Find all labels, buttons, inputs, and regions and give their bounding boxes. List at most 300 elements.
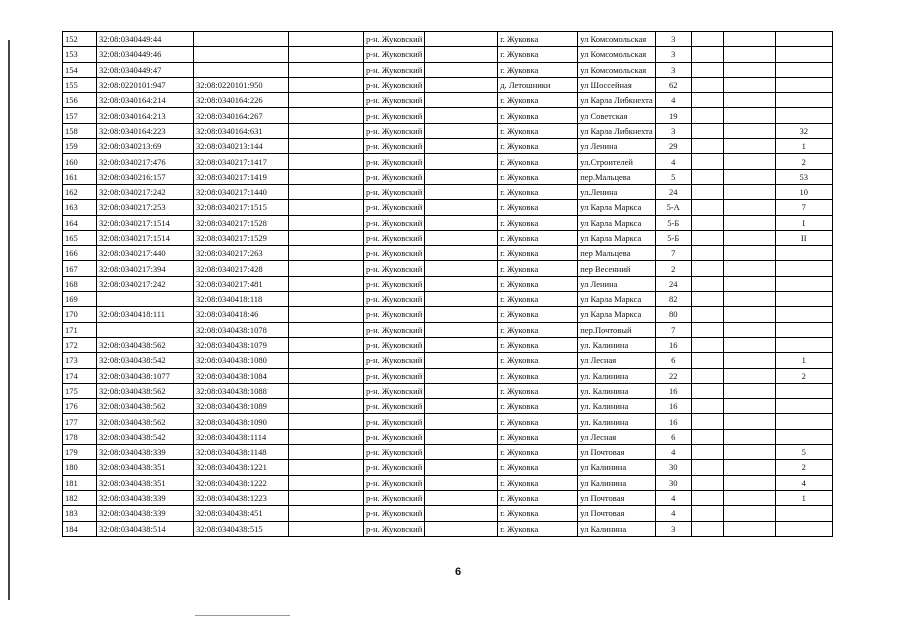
empty-cell	[691, 32, 723, 47]
settlement-cell: г. Жуковка	[498, 445, 578, 460]
table-row	[63, 383, 833, 398]
cadastral-number-cell: 32:08:0340438:542	[97, 429, 194, 444]
row-number-cell: 172	[63, 337, 97, 352]
settlement-cell: г. Жуковка	[498, 353, 578, 368]
house-number-cell: 19	[655, 108, 691, 123]
settlement-cell: г. Жуковка	[498, 399, 578, 414]
object-cadastral-number-cell: 32:08:0340217:428	[194, 261, 289, 276]
empty-cell	[691, 445, 723, 460]
empty-cell	[289, 123, 364, 138]
cadastral-number-cell: 32:08:0340438:562	[97, 399, 194, 414]
street-cell: ул.Строителей	[578, 154, 655, 169]
row-number-cell: 169	[63, 292, 97, 307]
row-number-cell: 161	[63, 169, 97, 184]
row-number-cell: 181	[63, 475, 97, 490]
apartment-number-cell: 5	[775, 445, 832, 460]
empty-cell	[691, 429, 723, 444]
empty-cell	[289, 383, 364, 398]
empty-cell	[289, 399, 364, 414]
street-cell: ул Калинина	[578, 460, 655, 475]
empty-cell	[723, 123, 775, 138]
street-cell: ул Карла Маркса	[578, 307, 655, 322]
object-cadastral-number-cell: 32:08:0340438:1114	[194, 429, 289, 444]
street-cell: ул. Калинина	[578, 414, 655, 429]
district-cell: р-н. Жуковский	[364, 292, 425, 307]
empty-cell	[289, 276, 364, 291]
cadastral-number-cell: 32:08:0340217:242	[97, 276, 194, 291]
empty-cell	[723, 169, 775, 184]
district-cell: р-н. Жуковский	[364, 47, 425, 62]
empty-cell	[289, 429, 364, 444]
empty-cell	[425, 414, 498, 429]
district-cell: р-н. Жуковский	[364, 506, 425, 521]
settlement-cell: г. Жуковка	[498, 215, 578, 230]
house-number-cell: 24	[655, 276, 691, 291]
row-number-cell: 153	[63, 47, 97, 62]
street-cell: пер Весенний	[578, 261, 655, 276]
district-cell: р-н. Жуковский	[364, 32, 425, 47]
cadastral-number-cell: 32:08:0340164:213	[97, 108, 194, 123]
empty-cell	[289, 475, 364, 490]
object-cadastral-number-cell: 32:08:0340213:144	[194, 139, 289, 154]
street-cell: ул. Калинина	[578, 383, 655, 398]
empty-cell	[425, 47, 498, 62]
empty-cell	[691, 47, 723, 62]
empty-cell	[289, 77, 364, 92]
object-cadastral-number-cell: 32:08:0340438:1078	[194, 322, 289, 337]
table-row	[63, 429, 833, 444]
empty-cell	[723, 353, 775, 368]
apartment-number-cell: 10	[775, 184, 832, 199]
object-cadastral-number-cell: 32:08:0340438:515	[194, 521, 289, 536]
table-row	[63, 200, 833, 215]
empty-cell	[425, 230, 498, 245]
district-cell: р-н. Жуковский	[364, 200, 425, 215]
district-cell: р-н. Жуковский	[364, 521, 425, 536]
cadastral-number-cell: 32:08:0340438:351	[97, 475, 194, 490]
cadastral-number-cell: 32:08:0340217:1514	[97, 215, 194, 230]
cadastral-number-cell: 32:08:0340217:242	[97, 184, 194, 199]
row-number-cell: 166	[63, 246, 97, 261]
house-number-cell: 4	[655, 93, 691, 108]
empty-cell	[723, 399, 775, 414]
table-row	[63, 292, 833, 307]
empty-cell	[289, 307, 364, 322]
house-number-cell: 30	[655, 460, 691, 475]
object-cadastral-number-cell: 32:08:0340217:1417	[194, 154, 289, 169]
apartment-number-cell	[775, 292, 832, 307]
table-row	[63, 230, 833, 245]
row-number-cell: 180	[63, 460, 97, 475]
settlement-cell: г. Жуковка	[498, 292, 578, 307]
object-cadastral-number-cell	[194, 62, 289, 77]
empty-cell	[691, 230, 723, 245]
empty-cell	[289, 32, 364, 47]
empty-cell	[691, 460, 723, 475]
table-row	[63, 337, 833, 352]
district-cell: р-н. Жуковский	[364, 93, 425, 108]
settlement-cell: г. Жуковка	[498, 475, 578, 490]
object-cadastral-number-cell: 32:08:0340217:1515	[194, 200, 289, 215]
empty-cell	[691, 215, 723, 230]
apartment-number-cell	[775, 246, 832, 261]
house-number-cell: 3	[655, 47, 691, 62]
empty-cell	[289, 322, 364, 337]
settlement-cell: г. Жуковка	[498, 32, 578, 47]
settlement-cell: г. Жуковка	[498, 93, 578, 108]
district-cell: р-н. Жуковский	[364, 246, 425, 261]
table-row	[63, 108, 833, 123]
settlement-cell: г. Жуковка	[498, 521, 578, 536]
empty-cell	[289, 215, 364, 230]
empty-cell	[723, 276, 775, 291]
empty-cell	[723, 490, 775, 505]
street-cell: ул Комсомольская	[578, 47, 655, 62]
cadastral-number-cell: 32:08:0340164:223	[97, 123, 194, 138]
table-row	[63, 322, 833, 337]
house-number-cell: 16	[655, 337, 691, 352]
empty-cell	[289, 521, 364, 536]
empty-cell	[723, 108, 775, 123]
empty-cell	[425, 139, 498, 154]
street-cell: ул Комсомольская	[578, 62, 655, 77]
row-number-cell: 170	[63, 307, 97, 322]
apartment-number-cell	[775, 506, 832, 521]
empty-cell	[691, 353, 723, 368]
empty-cell	[691, 383, 723, 398]
table-row	[63, 490, 833, 505]
cadastral-number-cell: 32:08:0340217:1514	[97, 230, 194, 245]
empty-cell	[425, 215, 498, 230]
empty-cell	[723, 322, 775, 337]
empty-cell	[723, 62, 775, 77]
empty-cell	[691, 322, 723, 337]
empty-cell	[289, 246, 364, 261]
house-number-cell: 5-Б	[655, 215, 691, 230]
settlement-cell: г. Жуковка	[498, 200, 578, 215]
row-number-cell: 158	[63, 123, 97, 138]
table-row	[63, 276, 833, 291]
street-cell: ул Ленина	[578, 276, 655, 291]
house-number-cell: 7	[655, 246, 691, 261]
district-cell: р-н. Жуковский	[364, 368, 425, 383]
empty-cell	[425, 93, 498, 108]
empty-cell	[425, 322, 498, 337]
house-number-cell: 62	[655, 77, 691, 92]
row-number-cell: 156	[63, 93, 97, 108]
empty-cell	[289, 292, 364, 307]
district-cell: р-н. Жуковский	[364, 322, 425, 337]
settlement-cell: г. Жуковка	[498, 322, 578, 337]
street-cell: пер.Почтовый	[578, 322, 655, 337]
street-cell: ул Карла Либкнехта	[578, 123, 655, 138]
empty-cell	[289, 184, 364, 199]
empty-cell	[723, 77, 775, 92]
row-number-cell: 159	[63, 139, 97, 154]
settlement-cell: г. Жуковка	[498, 47, 578, 62]
table-row	[63, 123, 833, 138]
empty-cell	[723, 475, 775, 490]
empty-cell	[425, 32, 498, 47]
empty-cell	[425, 490, 498, 505]
table-body	[63, 32, 833, 537]
street-cell: ул Почтовая	[578, 490, 655, 505]
empty-cell	[425, 246, 498, 261]
empty-cell	[425, 506, 498, 521]
settlement-cell: д. Летошники	[498, 77, 578, 92]
table-row	[63, 353, 833, 368]
house-number-cell: 22	[655, 368, 691, 383]
table-row	[63, 307, 833, 322]
object-cadastral-number-cell: 32:08:0340164:267	[194, 108, 289, 123]
empty-cell	[691, 154, 723, 169]
empty-cell	[691, 292, 723, 307]
empty-cell	[723, 215, 775, 230]
empty-cell	[425, 353, 498, 368]
district-cell: р-н. Жуковский	[364, 276, 425, 291]
table-row	[63, 184, 833, 199]
empty-cell	[691, 506, 723, 521]
row-number-cell: 174	[63, 368, 97, 383]
street-cell: ул Шоссейная	[578, 77, 655, 92]
empty-cell	[289, 261, 364, 276]
object-cadastral-number-cell: 32:08:0220101:950	[194, 77, 289, 92]
house-number-cell: 82	[655, 292, 691, 307]
house-number-cell: 3	[655, 521, 691, 536]
house-number-cell: 24	[655, 184, 691, 199]
house-number-cell: 2	[655, 261, 691, 276]
district-cell: р-н. Жуковский	[364, 353, 425, 368]
empty-cell	[723, 383, 775, 398]
apartment-number-cell: 7	[775, 200, 832, 215]
street-cell: ул.Ленина	[578, 184, 655, 199]
empty-cell	[289, 230, 364, 245]
empty-cell	[723, 414, 775, 429]
cadastral-number-cell: 32:08:0340438:351	[97, 460, 194, 475]
empty-cell	[425, 261, 498, 276]
table-row	[63, 261, 833, 276]
settlement-cell: г. Жуковка	[498, 429, 578, 444]
settlement-cell: г. Жуковка	[498, 154, 578, 169]
apartment-number-cell	[775, 521, 832, 536]
empty-cell	[289, 200, 364, 215]
house-number-cell: 4	[655, 445, 691, 460]
cadastral-number-cell: 32:08:0340438:562	[97, 337, 194, 352]
house-number-cell: 4	[655, 506, 691, 521]
street-cell: пер.Мальцева	[578, 169, 655, 184]
table-row	[63, 246, 833, 261]
house-number-cell: 4	[655, 490, 691, 505]
empty-cell	[289, 139, 364, 154]
object-cadastral-number-cell: 32:08:0340438:1089	[194, 399, 289, 414]
house-number-cell: 5	[655, 169, 691, 184]
object-cadastral-number-cell	[194, 32, 289, 47]
street-cell: ул Калинина	[578, 521, 655, 536]
cadastral-number-cell: 32:08:0340438:562	[97, 383, 194, 398]
cadastral-number-cell: 32:08:0340438:339	[97, 445, 194, 460]
empty-cell	[723, 307, 775, 322]
empty-cell	[691, 399, 723, 414]
district-cell: р-н. Жуковский	[364, 460, 425, 475]
apartment-number-cell	[775, 276, 832, 291]
cadastral-number-cell: 32:08:0340438:339	[97, 506, 194, 521]
district-cell: р-н. Жуковский	[364, 123, 425, 138]
row-number-cell: 152	[63, 32, 97, 47]
apartment-number-cell	[775, 77, 832, 92]
table-row	[63, 139, 833, 154]
empty-cell	[289, 490, 364, 505]
settlement-cell: г. Жуковка	[498, 337, 578, 352]
empty-cell	[425, 62, 498, 77]
street-cell: ул Карла Маркса	[578, 215, 655, 230]
apartment-number-cell	[775, 383, 832, 398]
object-cadastral-number-cell: 32:08:0340164:631	[194, 123, 289, 138]
empty-cell	[289, 62, 364, 77]
table-row	[63, 506, 833, 521]
settlement-cell: г. Жуковка	[498, 139, 578, 154]
empty-cell	[425, 292, 498, 307]
apartment-number-cell	[775, 337, 832, 352]
cadastral-number-cell: 32:08:0340217:394	[97, 261, 194, 276]
empty-cell	[723, 521, 775, 536]
district-cell: р-н. Жуковский	[364, 490, 425, 505]
empty-cell	[723, 93, 775, 108]
district-cell: р-н. Жуковский	[364, 154, 425, 169]
table-row	[63, 460, 833, 475]
object-cadastral-number-cell: 32:08:0340217:1419	[194, 169, 289, 184]
empty-cell	[425, 521, 498, 536]
table-row	[63, 368, 833, 383]
empty-cell	[723, 445, 775, 460]
property-register-table	[62, 31, 833, 537]
district-cell: р-н. Жуковский	[364, 337, 425, 352]
row-number-cell: 168	[63, 276, 97, 291]
table-row	[63, 62, 833, 77]
empty-cell	[425, 368, 498, 383]
table-row	[63, 154, 833, 169]
apartment-number-cell	[775, 62, 832, 77]
cadastral-number-cell: 32:08:0340438:514	[97, 521, 194, 536]
street-cell: ул Комсомольская	[578, 32, 655, 47]
table-row	[63, 77, 833, 92]
apartment-number-cell	[775, 93, 832, 108]
street-cell: ул. Калинина	[578, 368, 655, 383]
district-cell: р-н. Жуковский	[364, 184, 425, 199]
object-cadastral-number-cell: 32:08:0340217:481	[194, 276, 289, 291]
cadastral-number-cell	[97, 292, 194, 307]
settlement-cell: г. Жуковка	[498, 123, 578, 138]
empty-cell	[691, 184, 723, 199]
empty-cell	[723, 292, 775, 307]
house-number-cell: 29	[655, 139, 691, 154]
empty-cell	[289, 169, 364, 184]
object-cadastral-number-cell: 32:08:0340438:1221	[194, 460, 289, 475]
settlement-cell: г. Жуковка	[498, 506, 578, 521]
district-cell: р-н. Жуковский	[364, 139, 425, 154]
empty-cell	[425, 337, 498, 352]
house-number-cell: 3	[655, 123, 691, 138]
cadastral-number-cell: 32:08:0340438:562	[97, 414, 194, 429]
empty-cell	[723, 230, 775, 245]
scan-bottom-mark	[195, 615, 290, 616]
cadastral-number-cell	[97, 322, 194, 337]
scan-edge-line	[8, 40, 10, 600]
street-cell: ул Почтовая	[578, 506, 655, 521]
district-cell: р-н. Жуковский	[364, 445, 425, 460]
empty-cell	[691, 414, 723, 429]
empty-cell	[691, 169, 723, 184]
row-number-cell: 177	[63, 414, 97, 429]
object-cadastral-number-cell: 32:08:0340418:46	[194, 307, 289, 322]
row-number-cell: 154	[63, 62, 97, 77]
empty-cell	[723, 261, 775, 276]
cadastral-number-cell: 32:08:0340449:47	[97, 62, 194, 77]
empty-cell	[289, 337, 364, 352]
row-number-cell: 171	[63, 322, 97, 337]
house-number-cell: 5-А	[655, 200, 691, 215]
empty-cell	[691, 123, 723, 138]
apartment-number-cell: 2	[775, 460, 832, 475]
apartment-number-cell: 2	[775, 368, 832, 383]
empty-cell	[425, 445, 498, 460]
street-cell: ул. Калинина	[578, 337, 655, 352]
empty-cell	[723, 47, 775, 62]
empty-cell	[691, 368, 723, 383]
empty-cell	[691, 307, 723, 322]
apartment-number-cell: II	[775, 230, 832, 245]
street-cell: пер Мальцева	[578, 246, 655, 261]
street-cell: ул Карла Маркса	[578, 230, 655, 245]
empty-cell	[691, 337, 723, 352]
cadastral-number-cell: 32:08:0340216:157	[97, 169, 194, 184]
object-cadastral-number-cell: 32:08:0340438:1090	[194, 414, 289, 429]
row-number-cell: 175	[63, 383, 97, 398]
house-number-cell: 16	[655, 414, 691, 429]
district-cell: р-н. Жуковский	[364, 429, 425, 444]
object-cadastral-number-cell: 32:08:0340438:1080	[194, 353, 289, 368]
cadastral-number-cell: 32:08:0220101:947	[97, 77, 194, 92]
street-cell: ул Лесная	[578, 429, 655, 444]
house-number-cell: 6	[655, 353, 691, 368]
empty-cell	[425, 154, 498, 169]
table-row	[63, 399, 833, 414]
row-number-cell: 173	[63, 353, 97, 368]
apartment-number-cell: 1	[775, 490, 832, 505]
empty-cell	[691, 261, 723, 276]
settlement-cell: г. Жуковка	[498, 414, 578, 429]
cadastral-number-cell: 32:08:0340438:1077	[97, 368, 194, 383]
district-cell: р-н. Жуковский	[364, 414, 425, 429]
apartment-number-cell: 1	[775, 353, 832, 368]
empty-cell	[425, 123, 498, 138]
settlement-cell: г. Жуковка	[498, 108, 578, 123]
apartment-number-cell: 1	[775, 139, 832, 154]
apartment-number-cell	[775, 32, 832, 47]
object-cadastral-number-cell: 32:08:0340438:451	[194, 506, 289, 521]
settlement-cell: г. Жуковка	[498, 184, 578, 199]
empty-cell	[425, 276, 498, 291]
settlement-cell: г. Жуковка	[498, 460, 578, 475]
empty-cell	[425, 169, 498, 184]
settlement-cell: г. Жуковка	[498, 383, 578, 398]
empty-cell	[691, 490, 723, 505]
table-row	[63, 215, 833, 230]
settlement-cell: г. Жуковка	[498, 62, 578, 77]
apartment-number-cell: 32	[775, 123, 832, 138]
empty-cell	[723, 429, 775, 444]
house-number-cell: 3	[655, 32, 691, 47]
object-cadastral-number-cell: 32:08:0340438:1223	[194, 490, 289, 505]
